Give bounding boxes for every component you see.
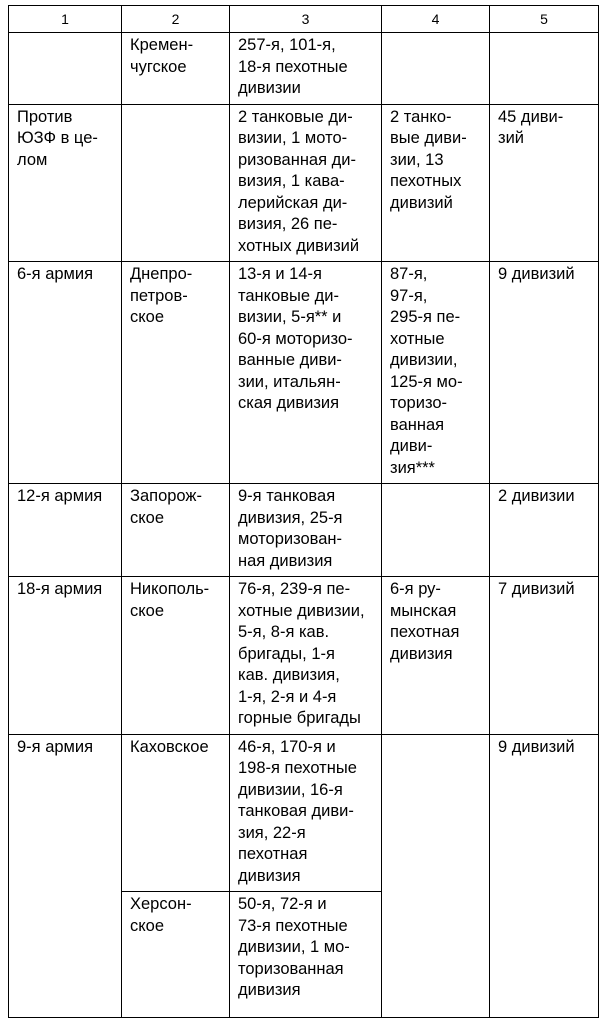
cell-total: 7 дивизий <box>490 577 599 735</box>
cell-direction: Кремен- чугское <box>122 33 230 105</box>
table-row <box>9 892 599 1018</box>
cell-army: 6-я армия <box>9 262 122 484</box>
cell-direction: Херсон- ское <box>122 892 230 1018</box>
table-row <box>9 104 599 262</box>
cell-total: 9 дивизий <box>490 734 599 892</box>
table-row <box>9 484 599 577</box>
table-row <box>9 577 599 735</box>
cell-army <box>9 892 122 1018</box>
header-cell: 5 <box>490 6 599 33</box>
header-cell: 3 <box>230 6 382 33</box>
cell-army: Против ЮЗФ в це- лом <box>9 104 122 262</box>
cell-army: 9-я армия <box>9 734 122 892</box>
cell-enemy-forces: 76-я, 239-я пе- хотные дивизии, 5-я, 8-я кав. бригады, 1-я кав. дивизия, 1-я, 2-я и 4-я горные бригады <box>230 577 382 735</box>
table-row <box>9 734 599 892</box>
cell-direction <box>122 104 230 262</box>
header-row <box>9 6 599 33</box>
cell-army <box>9 33 122 105</box>
cell-enemy-forces: 257-я, 101-я, 18-я пехотные дивизии <box>230 33 382 105</box>
header-cell: 2 <box>122 6 230 33</box>
cell-reserve: 87-я, 97-я, 295-я пе- хотные дивизии, 125-я мо- торизо- ванная диви- зия*** <box>382 262 490 484</box>
cell-total: 9 дивизий <box>490 262 599 484</box>
cell-reserve <box>382 33 490 105</box>
cell-enemy-forces: 2 танковые ди- визии, 1 мото- ризованная ди- визия, 1 кава- лерийская ди- визия, 26 пе- хотных дивизий <box>230 104 382 262</box>
table-row <box>9 33 599 105</box>
cell-reserve: 6-я ру- мынская пехотная дивизия <box>382 577 490 735</box>
divisions-table <box>8 5 599 1018</box>
cell-reserve: 2 танко- вые диви- зии, 13 пехотных дивизий <box>382 104 490 262</box>
cell-reserve <box>382 734 490 892</box>
cell-total: 45 диви- зий <box>490 104 599 262</box>
cell-enemy-forces: 13-я и 14-я танковые ди- визии, 5-я** и 60-я моторизо- ванные диви- зии, итальян- ская дивизия <box>230 262 382 484</box>
cell-direction: Каховское <box>122 734 230 892</box>
cell-army: 12-я армия <box>9 484 122 577</box>
header-cell: 1 <box>9 6 122 33</box>
cell-direction: Запорож- ское <box>122 484 230 577</box>
cell-reserve <box>382 484 490 577</box>
cell-enemy-forces: 50-я, 72-я и 73-я пехотные дивизии, 1 мо- торизованная дивизия <box>230 892 382 1018</box>
cell-direction: Никополь- ское <box>122 577 230 735</box>
cell-total <box>490 33 599 105</box>
cell-direction: Днепро- петров- ское <box>122 262 230 484</box>
cell-reserve <box>382 892 490 1018</box>
cell-enemy-forces: 9-я танковая дивизия, 25-я моторизован- ная дивизия <box>230 484 382 577</box>
cell-total <box>490 892 599 1018</box>
cell-total: 2 дивизии <box>490 484 599 577</box>
cell-army: 18-я армия <box>9 577 122 735</box>
table-row <box>9 262 599 484</box>
header-cell: 4 <box>382 6 490 33</box>
cell-enemy-forces: 46-я, 170-я и 198-я пехотные дивизии, 16-я танковая диви- зия, 22-я пехотная дивизия <box>230 734 382 892</box>
